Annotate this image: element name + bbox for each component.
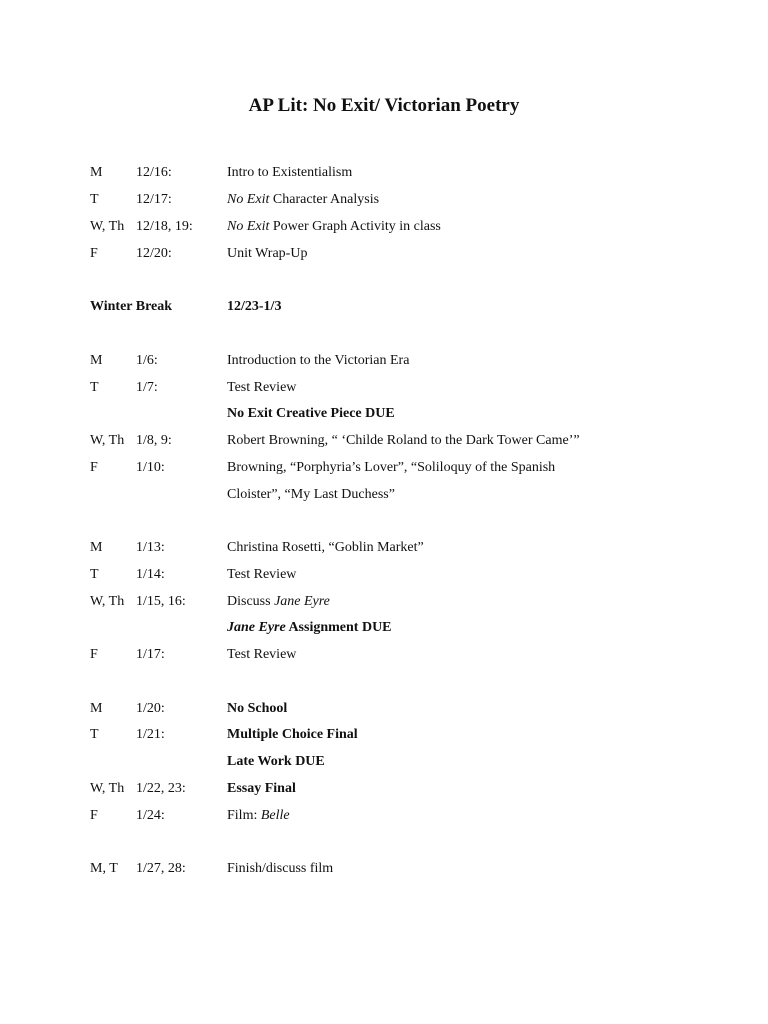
row-activity: No School xyxy=(227,701,288,716)
schedule-row xyxy=(0,241,768,267)
row-activity: Discuss Jane Eyre xyxy=(227,594,330,609)
page-title: AP Lit: No Exit/ Victorian Poetry xyxy=(248,95,520,116)
row-date: 1/15, 16: xyxy=(136,594,186,609)
row-date: 1/21: xyxy=(136,727,165,742)
row-activity-continued: Cloister”, “My Last Duchess” xyxy=(227,487,395,502)
row-day: W, Th xyxy=(90,781,125,796)
row-activity: Christina Rosetti, “Goblin Market” xyxy=(227,540,424,555)
row-day: T xyxy=(90,192,99,207)
schedule-row xyxy=(0,401,768,427)
row-activity: Test Review xyxy=(227,567,297,582)
schedule-row xyxy=(0,589,768,615)
schedule-row xyxy=(0,776,768,802)
row-date: 12/18, 19: xyxy=(136,219,193,234)
schedule-row xyxy=(0,214,768,240)
row-day: T xyxy=(90,567,99,582)
row-activity: Multiple Choice Final xyxy=(227,727,358,742)
row-day: T xyxy=(90,380,99,395)
row-date: 1/24: xyxy=(136,808,165,823)
row-due-note: No Exit Creative Piece DUE xyxy=(227,406,395,421)
schedule-row xyxy=(0,722,768,748)
row-activity: Robert Browning, “ ‘Childe Roland to the Dark Tower Came’” xyxy=(227,433,580,448)
schedule-row xyxy=(0,428,768,454)
winter-break-row xyxy=(0,294,768,320)
row-date: 1/20: xyxy=(136,701,165,716)
row-day: M xyxy=(90,540,103,555)
row-date: 1/14: xyxy=(136,567,165,582)
row-day: W, Th xyxy=(90,219,125,234)
schedule-row xyxy=(0,535,768,561)
row-day: M, T xyxy=(90,861,118,876)
row-day: F xyxy=(90,808,98,823)
schedule-row xyxy=(0,375,768,401)
row-day: F xyxy=(90,460,98,475)
schedule-row xyxy=(0,803,768,829)
row-activity: Film: Belle xyxy=(227,808,290,823)
row-date: 1/8, 9: xyxy=(136,433,172,448)
row-date: 12/16: xyxy=(136,165,172,180)
row-activity: Test Review xyxy=(227,647,297,662)
row-day: W, Th xyxy=(90,594,125,609)
schedule-row xyxy=(0,160,768,186)
row-day: T xyxy=(90,727,99,742)
row-activity: Essay Final xyxy=(227,781,296,796)
row-date: 1/13: xyxy=(136,540,165,555)
row-due-note: Late Work DUE xyxy=(227,754,325,769)
row-activity: Intro to Existentialism xyxy=(227,165,353,180)
schedule-row xyxy=(0,749,768,775)
schedule-row xyxy=(0,856,768,882)
schedule-row xyxy=(0,696,768,722)
row-date: 1/27, 28: xyxy=(136,861,186,876)
row-date: 1/22, 23: xyxy=(136,781,186,796)
row-day: M xyxy=(90,353,103,368)
row-activity: No Exit Power Graph Activity in class xyxy=(227,219,441,234)
schedule-row xyxy=(0,187,768,213)
schedule-row xyxy=(0,562,768,588)
row-activity: Introduction to the Victorian Era xyxy=(227,353,410,368)
break-label: Winter Break xyxy=(90,299,173,314)
row-activity: No Exit Character Analysis xyxy=(227,192,380,207)
schedule-row xyxy=(0,642,768,668)
row-date: 12/20: xyxy=(136,246,172,261)
row-date: 1/17: xyxy=(136,647,165,662)
row-date: 1/10: xyxy=(136,460,165,475)
row-date: 12/17: xyxy=(136,192,172,207)
row-activity: Unit Wrap-Up xyxy=(227,246,308,261)
row-activity: Browning, “Porphyria’s Lover”, “Soliloquy of the Spanish xyxy=(227,460,556,475)
schedule-row xyxy=(0,348,768,374)
row-day: F xyxy=(90,647,98,662)
row-due-note: Jane Eyre Assignment DUE xyxy=(227,620,392,635)
row-activity: Test Review xyxy=(227,380,297,395)
row-day: M xyxy=(90,165,103,180)
row-day: M xyxy=(90,701,103,716)
schedule-row xyxy=(0,482,768,508)
schedule-row xyxy=(0,455,768,481)
row-activity: Finish/discuss film xyxy=(227,861,334,876)
row-date: 1/7: xyxy=(136,380,158,395)
break-dates: 12/23-1/3 xyxy=(227,299,282,314)
row-date: 1/6: xyxy=(136,353,158,368)
schedule-row xyxy=(0,615,768,641)
row-day: W, Th xyxy=(90,433,125,448)
row-day: F xyxy=(90,246,98,261)
